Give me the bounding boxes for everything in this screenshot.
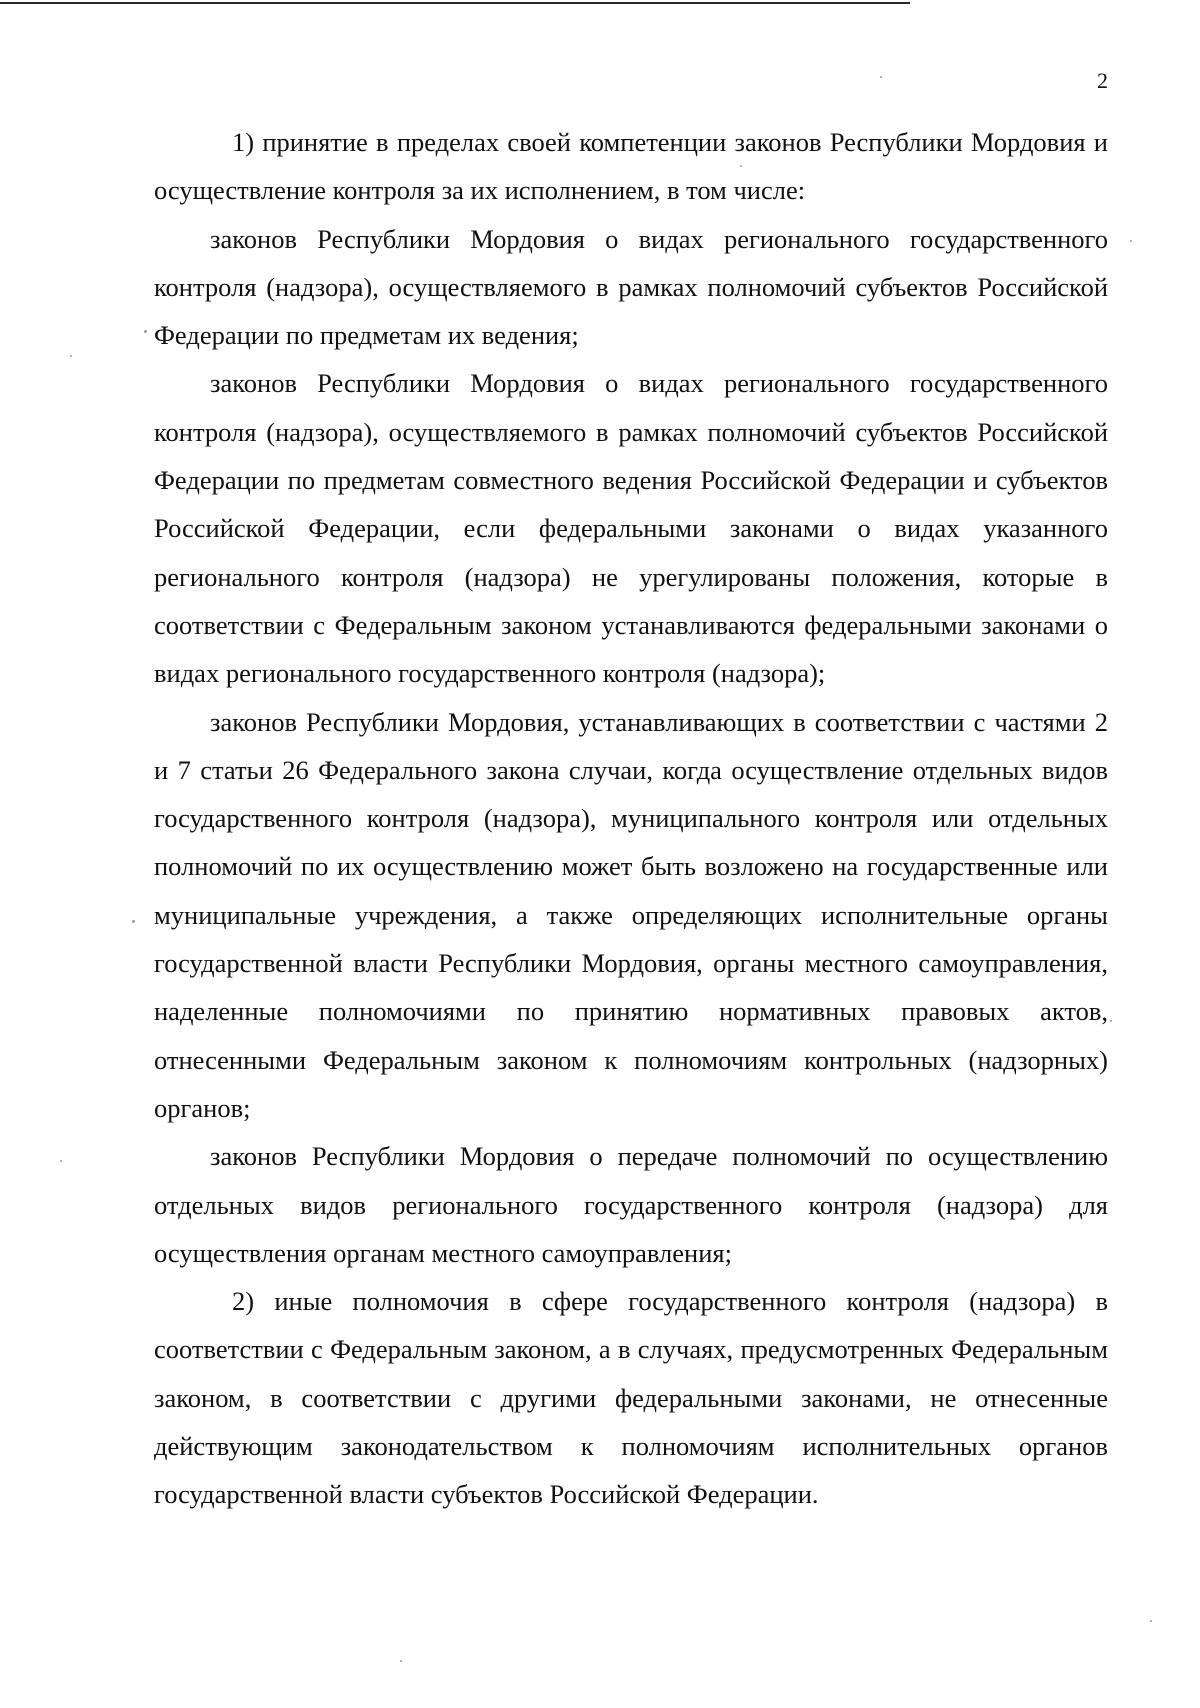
scan-speck [132, 920, 135, 923]
scan-speck [1130, 240, 1132, 242]
point-1-paragraph: 1) принятие в пределах своей компетенции законов Республики Мордовия и осуществление контроля за их исполнением, в том числе: [154, 127, 1108, 206]
scan-speck [144, 330, 147, 333]
scan-speck [1110, 1020, 1112, 1022]
point-2-paragraph: 2) иные полномочия в сфере государственного контроля (надзора) в соответствии с Федеральным законом, а в случаях, предусмотренных Федеральным законом, в соответствии с другими федеральными законами, не отнесенные действующим законодательством к полномочиям исполнительных органов государственной власти субъектов Российской Федерации. [154, 1286, 1108, 1510]
page-number: 2 [1097, 68, 1108, 93]
item-paragraph: законов Республики Мордовия о видах регионального государственного контроля (надзора), осуществляемого в рамках полномочий субъектов Российской Федерации по предметам их ведения; [154, 223, 1108, 351]
scan-speck [400, 1660, 402, 1662]
scan-speck [740, 165, 742, 167]
item-paragraph: законов Республики Мордовия о передаче полномочий по осуществлению отдельных видов регионального государственного контроля (надзора) для осуществления органам местного самоуправления; [154, 1141, 1108, 1268]
scan-speck [60, 1160, 62, 1162]
item-paragraph: законов Республики Мордовия, устанавливающих в соответствии с частями 2 и 7 статьи 26 Федерального закона случаи, когда осуществление отдельных видов государственного контроля (надзора), муниципального контроля или отдельных полномочий по их осуществлению может быть возложено на государственные или муниципальные учреждения, а также определяющих исполнительные органы государственной власти Республики Мордовия, органы местного самоуправления, наделенные полномочиями по принятию нормативных правовых актов, отнесенными Федеральным законом к полномочиям контрольных (надзорных) органов; [154, 706, 1108, 1123]
scan-speck [880, 76, 882, 78]
item-paragraph: законов Республики Мордовия о видах регионального государственного контроля (надзора), осуществляемого в рамках полномочий субъектов Российской Федерации по предметам совместного ведения Российской Федерации и субъектов Российской Федерации, если федеральными законами о видах указанного регионального контроля (надзора) не урегулированы положения, которые в соответствии с Федеральным законом устанавливаются федеральными законами о видах регионального государственного контроля (надзора); [154, 368, 1108, 689]
scan-speck [70, 355, 72, 357]
top-scan-line [0, 2, 910, 4]
scan-speck [1150, 1620, 1152, 1622]
document-body [154, 118, 1108, 1519]
